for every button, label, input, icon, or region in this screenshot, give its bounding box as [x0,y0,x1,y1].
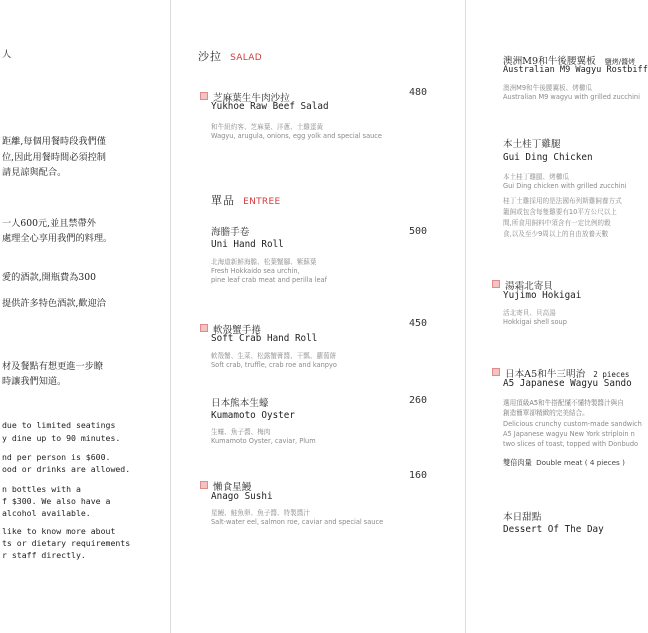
item-marker-icon [200,324,208,332]
section-title-en: ENTREE [243,197,281,207]
item-note: 桂丁土雞採用的是法國布列斯雞飼養方式 [503,197,622,205]
notice-text-en: y dine up to 90 minutes. [2,433,121,443]
notice-text: 一人600元,並且禁帶外 [2,218,96,229]
item-desc-en: Gui Ding chicken with grilled zucchini [503,182,627,190]
notice-text-en: like to know more about [2,526,116,536]
item-desc-zh: 活北寄貝、貝高湯 [503,309,556,317]
notice-text-en: n bottles with a [2,484,81,494]
notice-text: 人 [2,49,12,60]
item-marker-icon [200,92,208,100]
left-menu-panel [0,0,171,633]
notice-text-en: f $300. We also have a [2,496,111,506]
item-name-zh: 日本熊本生蠔 [211,398,269,409]
item-desc-en: Soft crab, truffle, crab roe and kanpyo [211,361,337,369]
section-header-entree [211,189,280,208]
item-price: 260 [409,395,428,406]
item-name-zh: 軟殼蟹手捲 [213,325,261,336]
item-name-en: Uni Hand Roll [211,239,284,250]
notice-text: 請見諒與配合。 [2,167,67,178]
item-name-en: Soft Crab Hand Roll [211,333,318,344]
item-name-zh: 懶食星鰻 [213,482,252,493]
notice-text-en: ts or dietary requirements [2,538,131,548]
item-desc-en: Hokkigai shell soup [503,318,567,326]
notice-text-en: nd per person is $600. [2,452,111,462]
item-desc-en: Fresh Hokkaido sea urchin, [211,267,300,275]
notice-text-en: due to limited seatings [2,420,116,430]
right-menu-panel [466,0,648,633]
item-desc-zh: 選用頂級A5和牛搭配懂不懂特製醬汁與自 [503,399,624,407]
item-desc-en: Salt-water eel, salmon roe, caviar and special sauce [211,518,384,526]
item-price: 500 [409,226,428,237]
item-desc-zh: 軟殼蟹、生菜、松露蟹膏醬、干瓢、蘿蔔餅 [211,352,337,360]
item-price: 450 [409,318,428,329]
notice-text: 處理全心享用我們的料理。 [2,233,113,244]
item-desc-en: pine leaf crab meat and perilla leaf [211,276,327,284]
item-name-zh: 本土桂丁雞腿 [503,139,561,150]
item-name-en: Dessert Of The Day [503,524,604,535]
item-desc-zh: 北海道新鮮海膽、松葉蟹腳、紫蘇葉 [211,258,317,266]
item-desc-zh: 本土桂丁雞腿、烤櫛瓜 [503,173,569,181]
item-marker-icon [492,280,500,288]
notice-text-en: alcohol available. [2,508,91,518]
item-desc-zh: 創造簡單卻精緻的完美結合。 [503,409,589,417]
item-note: 間,所食用飼料中須含有一定比例的穀 [503,219,611,227]
section-header-salad [198,45,262,64]
notice-text: 時讓我們知道。 [2,376,67,387]
notice-text-en: ood or drinks are allowed. [2,464,131,474]
item-desc-en: Delicious crunchy custom-made sandwich [503,420,642,428]
item-desc-en: Kumamoto Oyster, caviar, Plum [211,437,316,445]
section-title-zh: 沙拉 [198,50,222,63]
addon-label-zh: 雙倍肉量 [503,458,532,467]
notice-text: 材及餐點有想更進一步瞭 [2,361,104,372]
notice-text: 位,因此用餐時間必須控制 [2,152,106,163]
item-name-zh: 芝麻葉生牛肉沙拉 [213,93,290,104]
item-note: 籠飼或包含每隻雞要有10平方公尺以上 [503,208,617,216]
section-title-en: SALAD [230,53,262,63]
notice-text: 愛的酒款,開瓶費為300 [2,272,96,283]
item-desc-en: A5 Japanese wagyu New York striploin n [503,430,635,438]
item-name-zh: 湯霜北寄貝 [505,281,553,292]
item-name-zh: 日本A5和牛三明治 [505,369,586,380]
item-name-zh: 本日甜點 [503,512,542,523]
item-desc-zh: 星鰻、鮭魚卵、魚子醬、特製醬汁 [211,509,310,517]
item-desc-zh: 生蠔、魚子醬、梅肉 [211,428,271,436]
item-price: 160 [409,470,428,481]
item-option: 鹽烤/醬烤 [604,58,636,66]
item-name-en: Yukhoe Raw Beef Salad [211,101,329,112]
item-desc-en: two slices of toast, topped with Donbudo [503,440,639,448]
item-desc-en: Wagyu, arugula, onions, egg yolk and special sauce [211,132,382,140]
item-desc-zh: 和牛紐約客、芝麻葉、洋蔥、土雞蛋黃 [211,123,324,131]
item-marker-icon [200,481,208,489]
item-name-en: A5 Japanese Wagyu Sando [503,378,632,389]
notice-text: 提供許多特色酒款,歡迎洽 [2,298,106,309]
section-title-zh: 單品 [211,194,235,207]
item-note: 食,以及至少9周以上的自由放養天數 [503,230,609,238]
notice-text: 距離,每個用餐時段我們僅 [2,136,106,147]
item-addon [503,458,625,468]
item-name-en: Australian M9 Wagyu Rostbiff [503,65,648,75]
item-desc-zh: 澳洲M9和牛後腰翼板、烤櫛瓜 [503,84,593,92]
item-name-en: Yujimo Hokigai [503,290,582,301]
item-marker-icon [492,368,500,376]
item-desc-en: Australian M9 wagyu with grilled zucchini [503,93,640,101]
item-name-zh: 海膽手卷 [211,227,250,238]
item-name-en: Gui Ding Chicken [503,152,593,163]
item-name-en: Anago Sushi [211,491,273,502]
item-price: 480 [409,87,428,98]
item-pieces: 2 pieces [593,370,630,379]
item-name-en: Kumamoto Oyster [211,410,295,421]
item-name-zh: 澳洲M9和牛後腰翼板 [503,56,596,67]
middle-menu-panel [171,0,466,633]
addon-label-en: Double meat ( 4 pieces ) [536,458,625,467]
notice-text-en: r staff directly. [2,550,86,560]
